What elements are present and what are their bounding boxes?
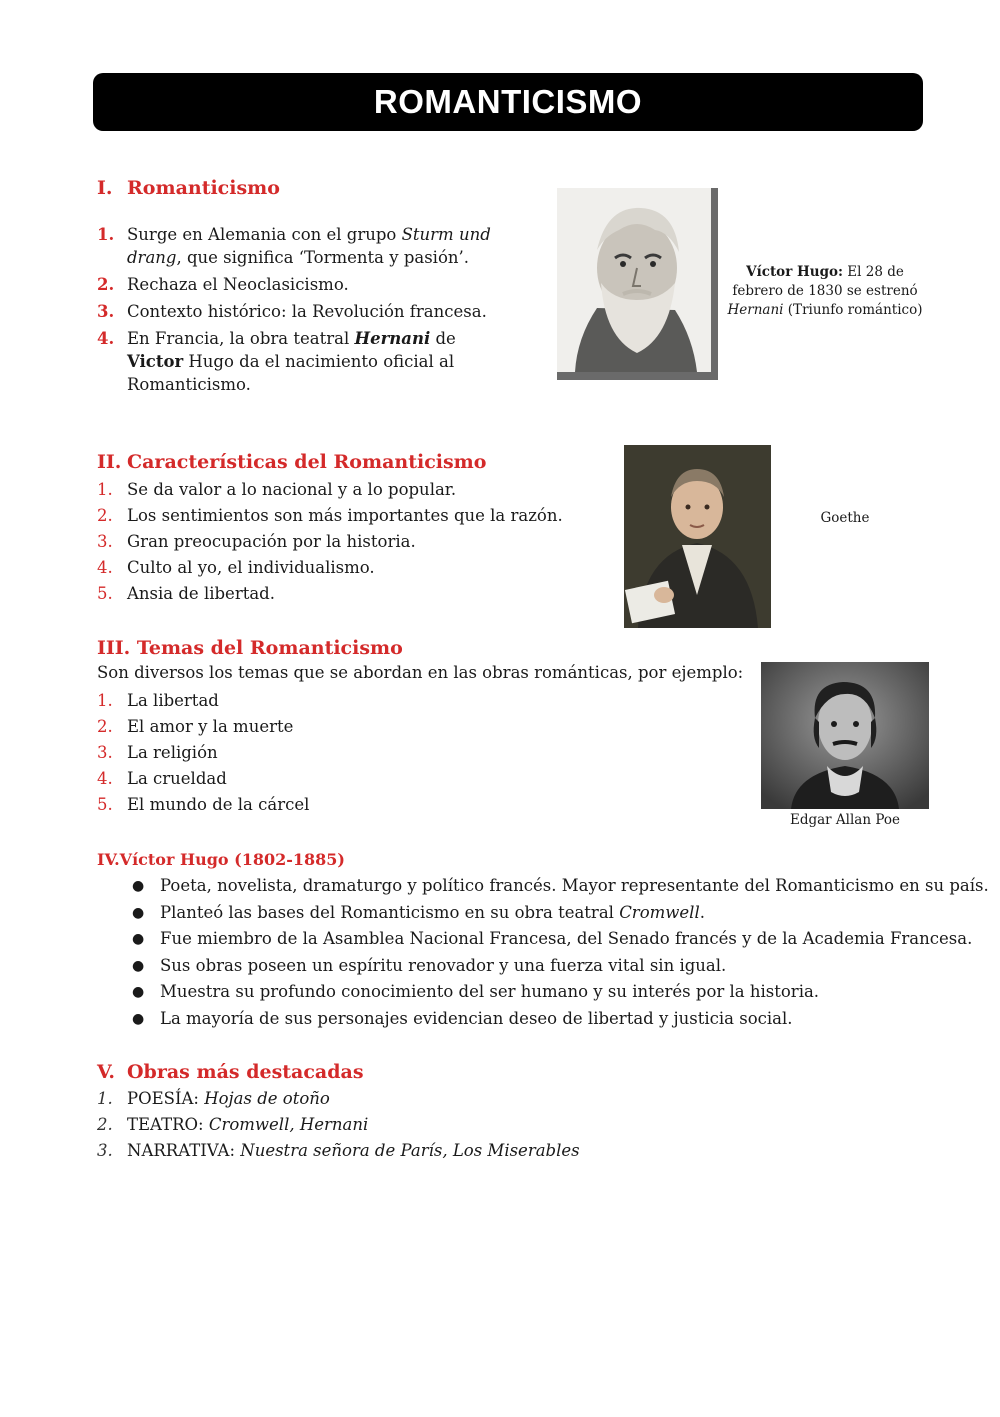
section-1-title: Romanticismo (127, 177, 280, 199)
item-text: Sus obras poseen un espíritu renovador y una fuerza vital sin igual. (160, 955, 727, 975)
section-1-heading (97, 177, 280, 199)
item-text: Ansia de libertad. (127, 584, 275, 603)
item-label: NARRATIVA: (127, 1141, 241, 1160)
item-number: 5. (97, 584, 113, 603)
item-text: La mayoría de sus personajes evidencian deseo de libertad y justicia social. (160, 1008, 793, 1028)
list-item (130, 873, 989, 900)
list-item (97, 1112, 697, 1138)
list-item (97, 273, 517, 296)
caption-name: Víctor Hugo: (746, 264, 843, 280)
section-3-title: III. Temas del Romanticismo (97, 637, 403, 659)
item-number: 2. (97, 1115, 113, 1134)
item-text: Contexto histórico: la Revolución francesa. (127, 302, 487, 321)
item-number: 2. (97, 506, 113, 525)
section-3-intro: Son diversos los temas que se abordan en las obras románticas, por ejemplo: (97, 663, 744, 682)
item-text: El amor y la muerte (127, 717, 294, 736)
bullet-icon: ● (132, 878, 145, 894)
list-item (97, 477, 597, 503)
victor-hugo-caption (725, 263, 925, 320)
item-number: 4. (97, 558, 113, 577)
section-3-heading (97, 637, 403, 659)
section-4-heading (97, 850, 345, 869)
item-text: Surge en Alemania con el grupo (127, 225, 402, 244)
section-2-list (97, 477, 597, 607)
item-number: 3. (97, 743, 113, 762)
list-item (130, 979, 989, 1006)
item-number: 2. (97, 275, 115, 294)
item-number: 2. (97, 717, 113, 736)
item-works: Nuestra señora de París, Los Miserables (240, 1141, 580, 1160)
item-number: 3. (97, 302, 115, 321)
bullet-icon: ● (132, 904, 145, 921)
caption-work: Hernani (727, 302, 784, 318)
list-item (97, 529, 597, 555)
item-label: POESÍA: (127, 1089, 205, 1108)
list-item (97, 688, 497, 714)
list-item (97, 1138, 697, 1164)
bullet-icon: ● (132, 984, 145, 1000)
item-text: Culto al yo, el individualismo. (127, 558, 375, 577)
section-5-list (97, 1086, 697, 1164)
item-works: Hojas de otoño (204, 1089, 330, 1108)
section-4-title: IV.Víctor Hugo (1802-1885) (97, 850, 345, 869)
section-4-list (130, 873, 989, 1032)
item-text: Rechaza el Neoclasicismo. (127, 275, 349, 294)
item-text: de (430, 329, 456, 348)
list-item (97, 327, 517, 396)
section-5-title: Obras más destacadas (127, 1061, 364, 1083)
section-3-list (97, 688, 497, 818)
section-2-heading (97, 451, 486, 473)
item-text: Poeta, novelista, dramaturgo y político francés. Mayor representante del Romanticismo en su país. (160, 876, 989, 895)
item-number: 1. (97, 225, 115, 244)
caption-text: (Triunfo romántico) (783, 302, 923, 318)
edgar-allan-poe-portrait (761, 662, 929, 809)
item-number: 3. (97, 532, 113, 551)
item-text: Fue miembro de la Asamblea Nacional Francesa, del Senado francés y de la Academia Francesa. (160, 929, 973, 948)
list-item (97, 1086, 697, 1112)
item-label: TEATRO: (127, 1115, 209, 1134)
goethe-portrait (624, 445, 771, 628)
item-text: . (699, 902, 705, 922)
section-5-heading (97, 1061, 364, 1083)
item-number: 4. (97, 329, 115, 348)
list-item (97, 223, 517, 269)
item-number: 4. (97, 769, 113, 788)
item-italic: Cromwell (619, 902, 700, 922)
edgar-allan-poe-caption: Edgar Allan Poe (789, 812, 900, 828)
item-text: Se da valor a lo nacional y a lo popular. (127, 480, 457, 499)
list-item (97, 300, 517, 323)
list-item (97, 555, 597, 581)
page-title: ROMANTICISMO (373, 83, 643, 120)
bullet-icon: ● (132, 931, 145, 947)
section-2-number: II. (97, 451, 122, 473)
item-text: Hugo da el nacimiento oficial al Romanticismo. (127, 352, 455, 394)
list-item (97, 792, 497, 818)
list-item (97, 714, 497, 740)
item-text: La crueldad (127, 769, 227, 788)
item-text: , que significa ‘Tormenta y pasión’. (176, 248, 470, 267)
section-1-number: I. (97, 177, 113, 199)
item-text: Gran preocupación por la historia. (127, 532, 416, 551)
list-item (97, 503, 597, 529)
item-number: 1. (97, 1089, 113, 1108)
section-5-number: V. (97, 1061, 116, 1083)
list-item (130, 1006, 989, 1033)
caption-text: El 28 de febrero de 1830 se estrenó (732, 264, 918, 299)
victor-hugo-portrait (557, 188, 718, 380)
list-item (97, 766, 497, 792)
list-item (130, 953, 989, 980)
list-item (97, 740, 497, 766)
list-item (97, 581, 597, 607)
item-text: Planteó las bases del Romanticismo en su obra teatral (160, 902, 620, 922)
item-text: La religión (127, 743, 218, 762)
item-text: El mundo de la cárcel (127, 795, 310, 814)
goethe-caption: Goethe (820, 510, 870, 526)
title-bar (93, 73, 923, 131)
item-italic: Sturm und drang (127, 225, 491, 267)
bullet-icon: ● (132, 957, 145, 974)
section-1-list (97, 223, 517, 400)
section-2-title: Características del Romanticismo (127, 451, 487, 473)
item-text: La libertad (127, 691, 219, 710)
item-number: 1. (97, 691, 113, 710)
bullet-icon: ● (132, 1010, 145, 1027)
item-text: Los sentimientos son más importantes que la razón. (127, 506, 563, 525)
item-number: 5. (97, 795, 113, 814)
list-item (130, 900, 989, 927)
item-number: 3. (97, 1141, 113, 1160)
item-bold: Victor (127, 352, 184, 371)
item-text: En Francia, la obra teatral (127, 329, 355, 348)
item-works: Cromwell, Hernani (208, 1115, 369, 1134)
item-text: Muestra su profundo conocimiento del ser humano y su interés por la historia. (160, 982, 820, 1001)
item-number: 1. (97, 480, 113, 499)
item-bold-italic: Hernani (354, 329, 431, 348)
list-item (130, 926, 989, 953)
